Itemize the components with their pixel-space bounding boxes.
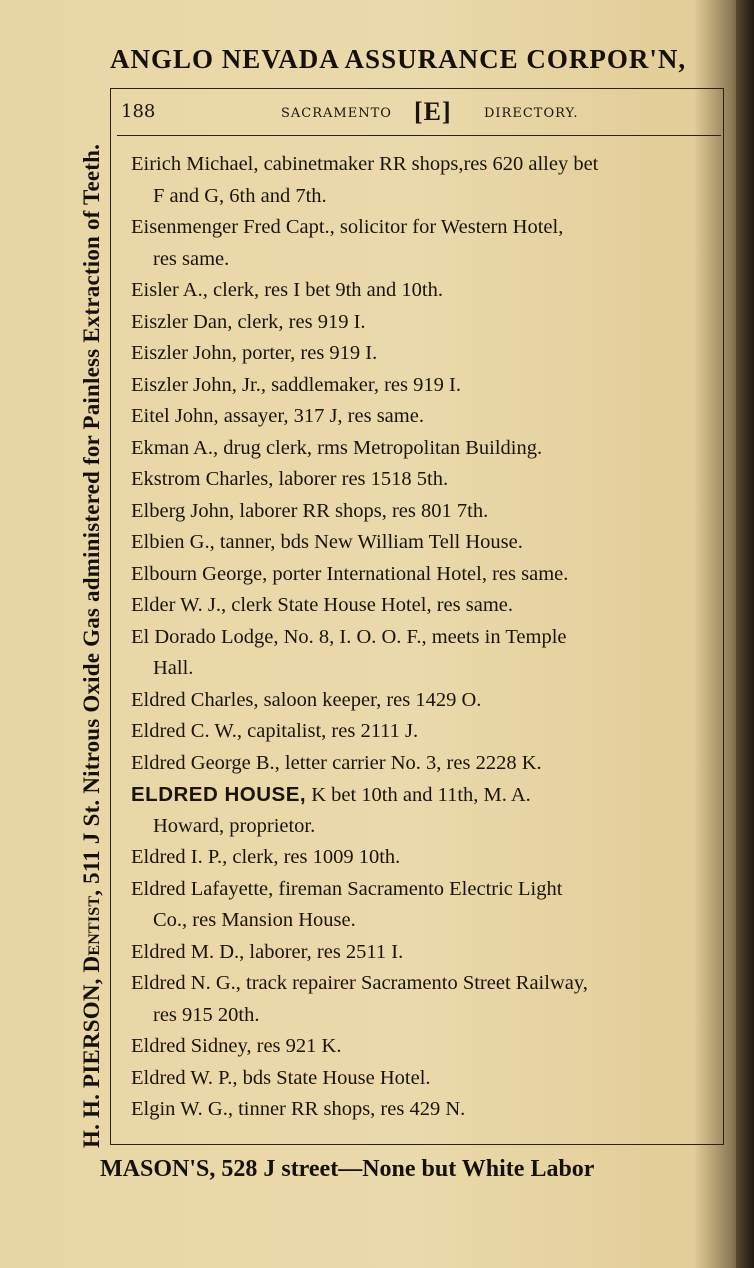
- directory-entry: [131, 496, 716, 528]
- directory-entry-text: Eldred Sidney, res 921 K.: [131, 1035, 342, 1057]
- directory-entry-text: F and G, 6th and 7th.: [153, 184, 327, 207]
- directory-entry-text: Eldred W. P., bds State House Hotel.: [131, 1066, 431, 1089]
- directory-entry: [131, 338, 716, 370]
- directory-entry-text: res 915 20th.: [153, 1003, 260, 1026]
- directory-entry-text: Eitel John, assayer, 317 J, res same.: [131, 405, 424, 427]
- directory-entry: [131, 464, 716, 496]
- directory-entry-text: Eldred Charles, saloon keeper, res 1429 O.: [131, 688, 482, 711]
- directory-entry-text: Elberg John, laborer RR shops, res 801 7th.: [131, 499, 489, 522]
- directory-entry: [131, 401, 716, 433]
- section-letter: [E]: [414, 97, 452, 126]
- directory-entry: [131, 275, 716, 307]
- directory-entry-continuation: [131, 244, 716, 276]
- directory-entry: [131, 685, 716, 717]
- directory-entry-text: Eiszler John, porter, res 919 I.: [131, 342, 378, 364]
- directory-entry: [131, 590, 716, 622]
- directory-entry-text: Eldred N. G., track repairer Sacramento Street Railway,: [131, 972, 588, 994]
- directory-entry: [131, 149, 716, 181]
- directory-entry-text: Ekman A., drug clerk, rms Metropolitan Building.: [131, 436, 543, 459]
- directory-entry: [131, 1063, 716, 1095]
- bottom-advertisement-banner: MASON'S, 528 J street—None but White Labor: [100, 1156, 595, 1182]
- directory-entry: [131, 433, 716, 465]
- directory-entry-continuation: [131, 1000, 716, 1032]
- directory-entry: [131, 874, 716, 906]
- directory-entry: [131, 622, 716, 654]
- book-spine-shadow: [736, 0, 754, 1268]
- directory-entry-text: Eisenmenger Fred Capt., solicitor for Western Hotel,: [131, 216, 564, 238]
- directory-entry-text: Co., res Mansion House.: [153, 909, 356, 931]
- directory-entry-text: res same.: [153, 247, 230, 270]
- directory-entry: [131, 370, 716, 402]
- directory-entry-text: Eiszler John, Jr., saddlemaker, res 919 I.: [131, 373, 461, 396]
- page-number: 188: [121, 101, 156, 122]
- directory-entry: [131, 748, 716, 780]
- directory-entry: [131, 527, 716, 559]
- directory-entry-text: Ekstrom Charles, laborer res 1518 5th.: [131, 468, 449, 490]
- directory-entry-continuation: [131, 653, 716, 685]
- directory-entry-text: Hall.: [153, 657, 194, 679]
- side-ad-tagline: Nitrous Oxide Gas administered for Painless Extraction of Teeth.: [79, 143, 104, 794]
- side-ad-profession: Dentist,: [79, 889, 104, 973]
- directory-entry: [131, 968, 716, 1000]
- directory-entry: [131, 779, 716, 811]
- side-ad-name: H. H. PIERSON,: [79, 978, 104, 1148]
- directory-entry-text: Eldred George B., letter carrier No. 3, res 2228 K.: [131, 751, 542, 774]
- directory-entry: [131, 559, 716, 591]
- directory-entry-text: Eldred I. P., clerk, res 1009 10th.: [131, 846, 401, 868]
- running-head-city: SACRAMENTO: [281, 106, 392, 121]
- directory-entry-text: Elgin W. G., tinner RR shops, res 429 N.: [131, 1098, 466, 1120]
- directory-entries: [131, 149, 716, 1126]
- directory-entry: [131, 716, 716, 748]
- directory-entry: [131, 1031, 716, 1063]
- directory-entry-text: Elbien G., tanner, bds New William Tell House.: [131, 531, 523, 553]
- directory-entry-continuation: [131, 181, 716, 213]
- directory-entry: [131, 307, 716, 339]
- directory-entry-text: Eldred M. D., laborer, res 2511 I.: [131, 940, 404, 963]
- directory-entry: [131, 212, 716, 244]
- directory-entry-text: Elbourn George, porter International Hotel, res same.: [131, 562, 569, 585]
- directory-entry: [131, 842, 716, 874]
- directory-entry-text: Eirich Michael, cabinetmaker RR shops,res 620 alley bet: [131, 153, 599, 175]
- running-head: [111, 89, 723, 131]
- directory-entry-text: Elder W. J., clerk State House Hotel, res same.: [131, 594, 514, 616]
- side-advertisement-banner: [79, 144, 105, 1148]
- directory-entry-text: Eiszler Dan, clerk, res 919 I.: [131, 310, 366, 333]
- directory-entry-continuation: [131, 811, 716, 843]
- directory-entry-text: Eldred C. W., capitalist, res 2111 J.: [131, 720, 419, 742]
- directory-entry: [131, 1094, 716, 1126]
- directory-frame: [110, 88, 724, 1145]
- directory-entry: [131, 937, 716, 969]
- directory-entry-text: Howard, proprietor.: [153, 814, 316, 837]
- directory-entry-text: El Dorado Lodge, No. 8, I. O. O. F., meets in Temple: [131, 625, 567, 648]
- header-rule: [117, 135, 721, 136]
- directory-entry-text: Eldred Lafayette, fireman Sacramento Electric Light: [131, 877, 563, 900]
- running-head-title: DIRECTORY.: [484, 106, 579, 121]
- top-advertisement-banner: ANGLO NEVADA ASSURANCE CORPOR'N,: [110, 44, 687, 74]
- directory-entry-continuation: [131, 905, 716, 937]
- directory-entry-text: K bet 10th and 11th, M. A.: [311, 784, 531, 806]
- directory-entry-text: Eisler A., clerk, res I bet 9th and 10th.: [131, 279, 443, 301]
- directory-entry-bold-name: ELDRED HOUSE,: [131, 783, 307, 806]
- side-ad-address: 511 J St.: [79, 799, 104, 884]
